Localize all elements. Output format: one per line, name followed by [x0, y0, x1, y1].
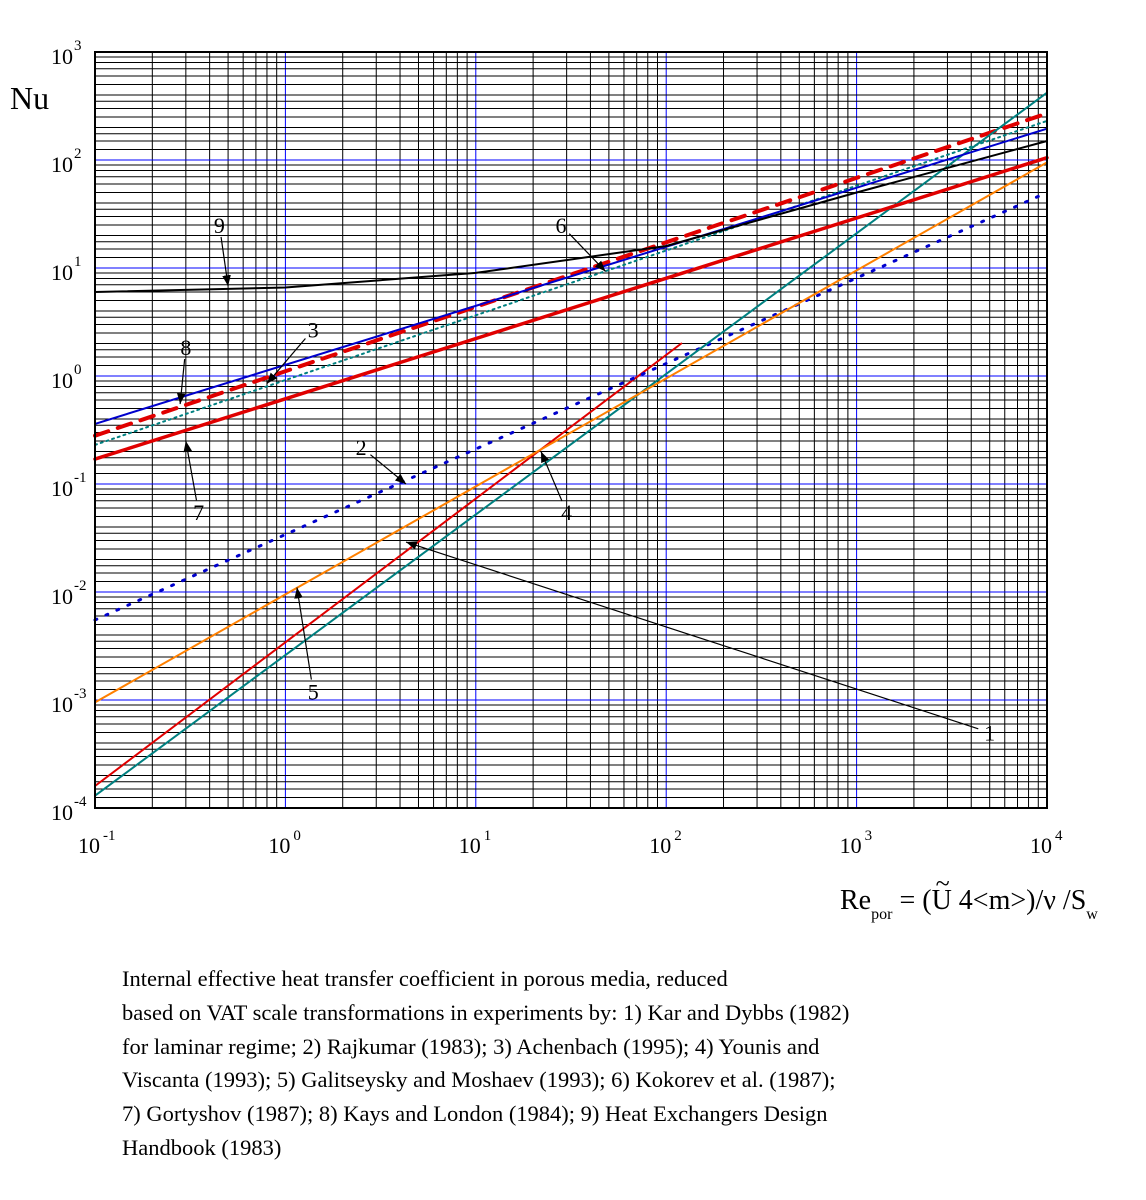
x-tick-label: 10 [1030, 833, 1052, 858]
y-tick-label: 10 [51, 800, 73, 825]
y-tick-label: 10 [51, 692, 73, 717]
series-line-8 [95, 129, 1047, 424]
x-tick-exponent: 3 [864, 828, 873, 844]
series-line-3 [95, 113, 1047, 435]
y-tick-exponent: 3 [74, 38, 82, 54]
x-axis-label [840, 885, 1098, 924]
series-group [95, 93, 1047, 796]
y-axis-label: Nu [10, 80, 50, 116]
plot-grid [95, 52, 1047, 808]
annotation-group [180, 213, 995, 745]
y-tick-label: 10 [51, 368, 73, 393]
annotation-arrow-7 [186, 441, 197, 500]
y-tick-exponent: -4 [74, 794, 87, 810]
x-axis-label-tilde-u: ~ U [932, 885, 952, 917]
caption-line: Internal effective heat transfer coefficient in porous media, reduced [122, 966, 728, 991]
series-line-1 [95, 344, 681, 787]
x-axis-label-rest2: 4<m>)/ν /S [951, 885, 1087, 916]
y-tick-label: 10 [51, 44, 73, 69]
x-tick-exponent: -1 [103, 828, 116, 844]
x-tick-label: 10 [78, 833, 100, 858]
x-axis-label-sub: por [871, 906, 893, 923]
y-tick-exponent: 2 [74, 146, 82, 162]
annotation-label-7: 7 [193, 500, 205, 526]
y-tick-label: 10 [51, 260, 73, 285]
x-axis-label-main: Re [840, 885, 872, 916]
x-tick-label: 10 [268, 833, 291, 858]
y-tick-label: 10 [51, 584, 73, 609]
y-tick-exponent: -2 [74, 578, 87, 594]
x-tick-label: 10 [458, 833, 481, 858]
annotation-label-5: 5 [307, 679, 319, 705]
series-line-6 [95, 121, 1047, 445]
caption-line: Viscanta (1993); 5) Galitseysky and Moshaev (1993); 6) Kokorev et al. (1987); [122, 1067, 836, 1093]
x-tick-exponent: 2 [674, 828, 682, 844]
annotation-label-9: 9 [213, 213, 225, 239]
x-axis-label-rest1: = ( [892, 885, 932, 916]
annotation-label-1: 1 [984, 720, 996, 746]
y-tick-exponent: -3 [74, 686, 87, 702]
annotation-label-8: 8 [180, 335, 192, 361]
caption-line: for laminar regime; 2) Rajkumar (1983); 3) Achenbach (1995); 4) Younis and [122, 1033, 820, 1059]
caption-line: based on VAT scale transformations in experiments by: 1) Kar and Dybbs (1982) [122, 999, 850, 1025]
x-tick-exponent: 1 [483, 828, 492, 844]
x-axis-label-sub2: w [1086, 906, 1098, 923]
annotation-label-3: 3 [307, 317, 319, 343]
annotation-arrow-5 [297, 588, 311, 680]
series-line-4 [95, 93, 1047, 796]
x-tick-exponent: 0 [293, 828, 301, 844]
caption-line: Handbook (1983) [122, 1134, 282, 1160]
y-tick-label: 10 [51, 152, 73, 177]
x-tick-label: 10 [649, 833, 672, 858]
x-tick-exponent: 4 [1055, 828, 1063, 844]
y-tick-exponent: 0 [74, 362, 82, 378]
annotation-label-4: 4 [561, 500, 573, 526]
y-tick-exponent: -1 [74, 470, 87, 486]
caption-line: 7) Gortyshov (1987); 8) Kays and London (1984); 9) Heat Exchangers Design [122, 1101, 828, 1127]
annotation-arrow-6 [569, 234, 605, 272]
annotation-label-2: 2 [355, 435, 367, 461]
x-tick-label: 10 [839, 833, 862, 858]
y-tick-exponent: 1 [74, 254, 82, 270]
y-tick-label: 10 [51, 476, 73, 501]
tick-labels [51, 38, 1063, 858]
series-line-2 [95, 193, 1047, 621]
annotation-label-6: 6 [555, 213, 567, 239]
figure-caption [122, 962, 1022, 1165]
